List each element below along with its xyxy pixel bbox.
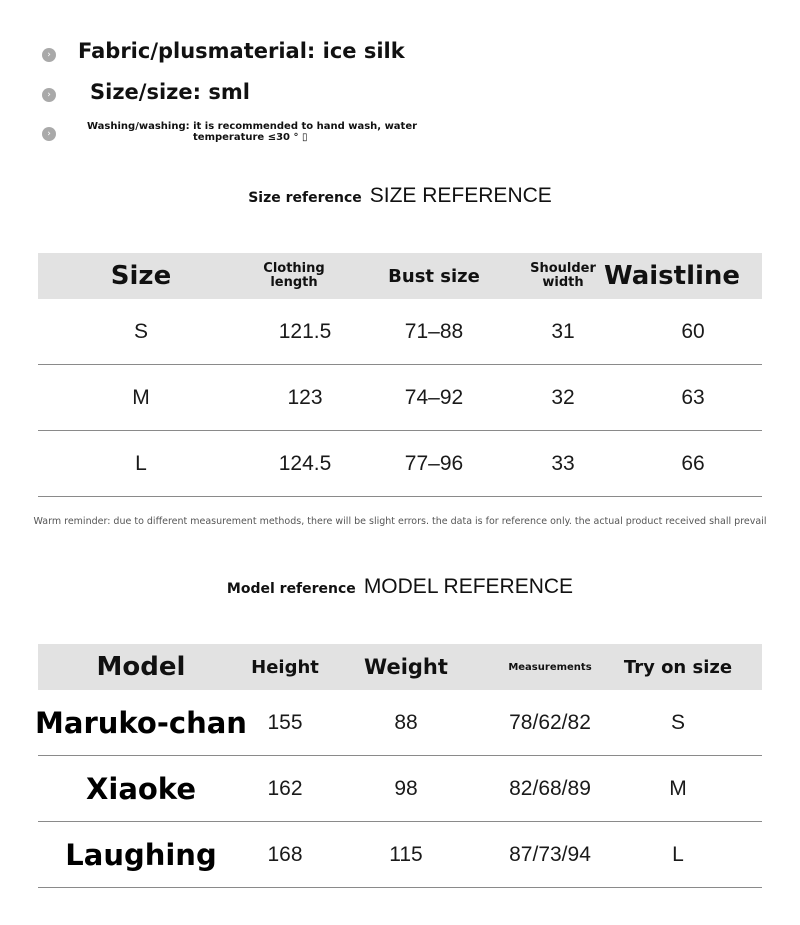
chevron-right-icon: › (42, 127, 56, 141)
model-name-cell: Laughing (65, 837, 217, 872)
model-heading-small: Model reference (226, 581, 356, 597)
shoulder-cell: 31 (551, 319, 575, 343)
header-waistline: Waistline (603, 261, 741, 291)
waist-cell: 60 (681, 319, 705, 343)
table-row (38, 365, 762, 431)
size-heading-small: Size reference (248, 190, 362, 206)
measurements-cell: 78/62/82 (509, 710, 591, 734)
shoulder-cell: 33 (551, 451, 575, 475)
size-reference-heading (0, 184, 800, 208)
waist-cell: 63 (681, 385, 705, 409)
spec-size: Size/size: sml (90, 80, 250, 104)
height-cell: 162 (267, 776, 303, 800)
table-row (35, 690, 762, 756)
bust-cell: 74–92 (404, 385, 464, 409)
bust-cell: 71–88 (404, 319, 464, 343)
try-on-size-cell: S (670, 710, 685, 734)
header-bust-size: Bust size (388, 265, 480, 287)
height-cell: 155 (267, 710, 303, 734)
spec-fabric: Fabric/plusmaterial: ice silk (78, 39, 405, 63)
header-try-on-size: Try on size (623, 656, 733, 678)
header-size: Size (110, 261, 172, 291)
spec-washing (87, 121, 417, 143)
spec-washing-line2: temperature ≤30 ° ▯ (193, 132, 308, 143)
header-measurements: Measurements (508, 661, 592, 673)
warm-reminder: Warm reminder: due to different measurement methods, there will be slight errors. the data is for reference only. the actual product received shall prevail (33, 516, 767, 527)
table-row (38, 822, 762, 888)
table-row (38, 756, 762, 822)
length-cell: 121.5 (278, 319, 332, 343)
spec-washing-line1: Washing/washing: it is recommended to hand wash, water (87, 121, 418, 132)
model-name-cell: Maruko-chan (35, 705, 247, 740)
measurements-cell: 87/73/94 (509, 842, 591, 866)
size-cell: M (132, 385, 150, 409)
try-on-size-cell: L (672, 842, 684, 866)
length-cell: 123 (287, 385, 323, 409)
try-on-size-cell: M (669, 776, 687, 800)
measurements-cell: 82/68/89 (509, 776, 591, 800)
weight-cell: 98 (394, 776, 418, 800)
size-cell: L (135, 451, 147, 475)
header-shoulder-width: Shoulder width (530, 261, 596, 290)
model-table-header (38, 644, 762, 690)
table-row (38, 299, 762, 365)
weight-cell: 115 (389, 842, 423, 866)
chevron-right-icon: › (42, 88, 56, 102)
chevron-right-icon: › (42, 48, 56, 62)
shoulder-cell: 32 (551, 385, 575, 409)
size-heading-big: SIZE REFERENCE (369, 184, 552, 207)
size-table-header (38, 253, 762, 299)
header-height: Height (251, 656, 319, 678)
model-heading-big: MODEL REFERENCE (363, 575, 574, 598)
height-cell: 168 (267, 842, 303, 866)
header-model: Model (96, 652, 186, 682)
header-weight: Weight (364, 655, 448, 679)
waist-cell: 66 (681, 451, 705, 475)
table-row (38, 431, 762, 497)
weight-cell: 88 (394, 710, 418, 734)
model-reference-heading (0, 575, 800, 599)
size-cell: S (133, 319, 148, 343)
bust-cell: 77–96 (404, 451, 464, 475)
model-name-cell: Xiaoke (86, 771, 196, 806)
size-table (38, 253, 762, 497)
header-clothing-length: Clothing length (263, 261, 325, 290)
model-table (35, 644, 762, 888)
length-cell: 124.5 (278, 451, 332, 475)
